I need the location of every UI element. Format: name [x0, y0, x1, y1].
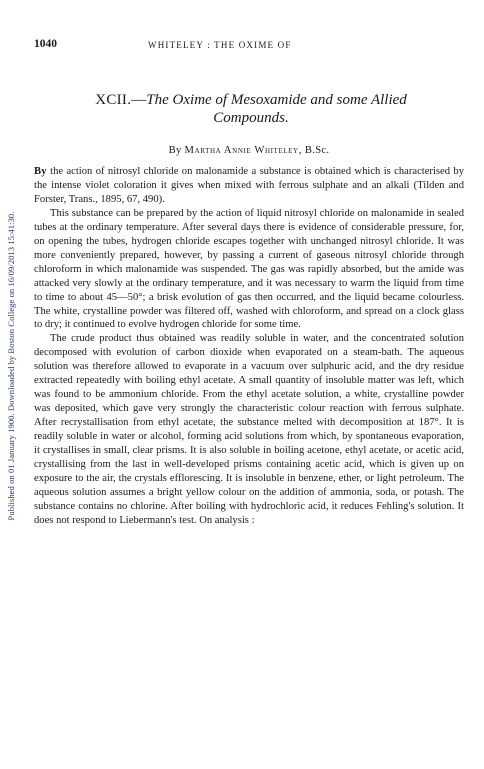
article-body	[34, 165, 464, 528]
page-number: 1040	[34, 38, 57, 50]
title-line-2: Compounds.	[213, 110, 289, 126]
paragraph-1	[34, 165, 464, 207]
author-name: Martha Annie Whiteley,	[184, 145, 302, 156]
byline	[34, 145, 464, 156]
author-degree: B.Sc.	[304, 145, 330, 156]
running-header	[34, 38, 462, 52]
byline-prefix: By	[168, 145, 182, 156]
article-number: XCII.	[95, 92, 132, 108]
paragraph-1-text: the action of nitrosyl chloride on malonamide a substance is obtained which is characterised by the intense violet coloration it gives when mixed with ferrous sulphate and an alkali (Tilden and Forster, Trans., 1895, 67, 490).	[34, 166, 464, 205]
paragraph-2: This substance can be prepared by the action of liquid nitrosyl chloride on malonamide in sealed tubes at the ordinary temperature. After several days there is evidence of considerable pressure, for, on opening the tubes, hydrogen chloride escapes together with unchanged nitrosyl chloride. It was more conveniently prepared, however, by passing a current of gaseous nitrosyl chloride through chloroform in which malonamide was suspended. The gas was rapidly absorbed, but the amide was attacked very slowly at the ordinary temperature, and it was necessary to warm the liquid from time to time to about 45—50°; a brisk evolution of gas then occurred, and the liquid became colourless. The white, crystalline powder was filtered off, washed with chloroform, and spread on a clock glass to dry; it continued to evolve hydrogen chloride for some time.	[34, 207, 464, 331]
publication-watermark	[4, 96, 18, 636]
article-title: XCII.—The Oxime of Mesoxamide and some Allied Compounds.	[95, 92, 407, 126]
title-line-1: The Oxime of Mesoxamide and some Allied	[146, 92, 407, 108]
download-notice: Published on 01 January 1900. Downloaded by Boston College on 16/09/2013 15:41:30.	[6, 211, 16, 521]
running-title: WHITELEY : THE OXIME OF	[148, 40, 292, 50]
paragraph-3: The crude product thus obtained was readily soluble in water, and the concentrated solution decomposed with evolution of carbon dioxide when evaporated on a steam-bath. The aqueous solution was therefore allowed to evaporate in a vacuum over sulphuric acid, and the dry residue extracted repeatedly with boiling ethyl acetate. A small quantity of insoluble matter was left, which was found to be ammonium chloride. From the ethyl acetate solution, a white, crystalline powder was deposited, which gave very strongly the characteristic colour reaction with ferrous sulphate. After recrystallisation from ethyl acetate, the substance melted with decomposition at 187°. It is readily soluble in water or alcohol, forming acid solutions from which, by spontaneous evaporation, it crystallises in small, clear prisms. It is also soluble in boiling acetone, ethyl acetate, or acetic acid, crystallising from the last in well-developed prisms containing acetic acid, which is given up on exposure to the air, the crystals efflorescing. It is insoluble in benzene, ether, or light petroleum. The aqueous solution assumes a bright yellow colour on the addition of ammonia, soda, or potash. The substance contains no chlorine. After boiling with hydrochloric acid, it reduces Fehling's solution. It does not respond to Liebermann's test. On analysis :	[34, 333, 464, 526]
opening-word: By	[34, 166, 47, 177]
